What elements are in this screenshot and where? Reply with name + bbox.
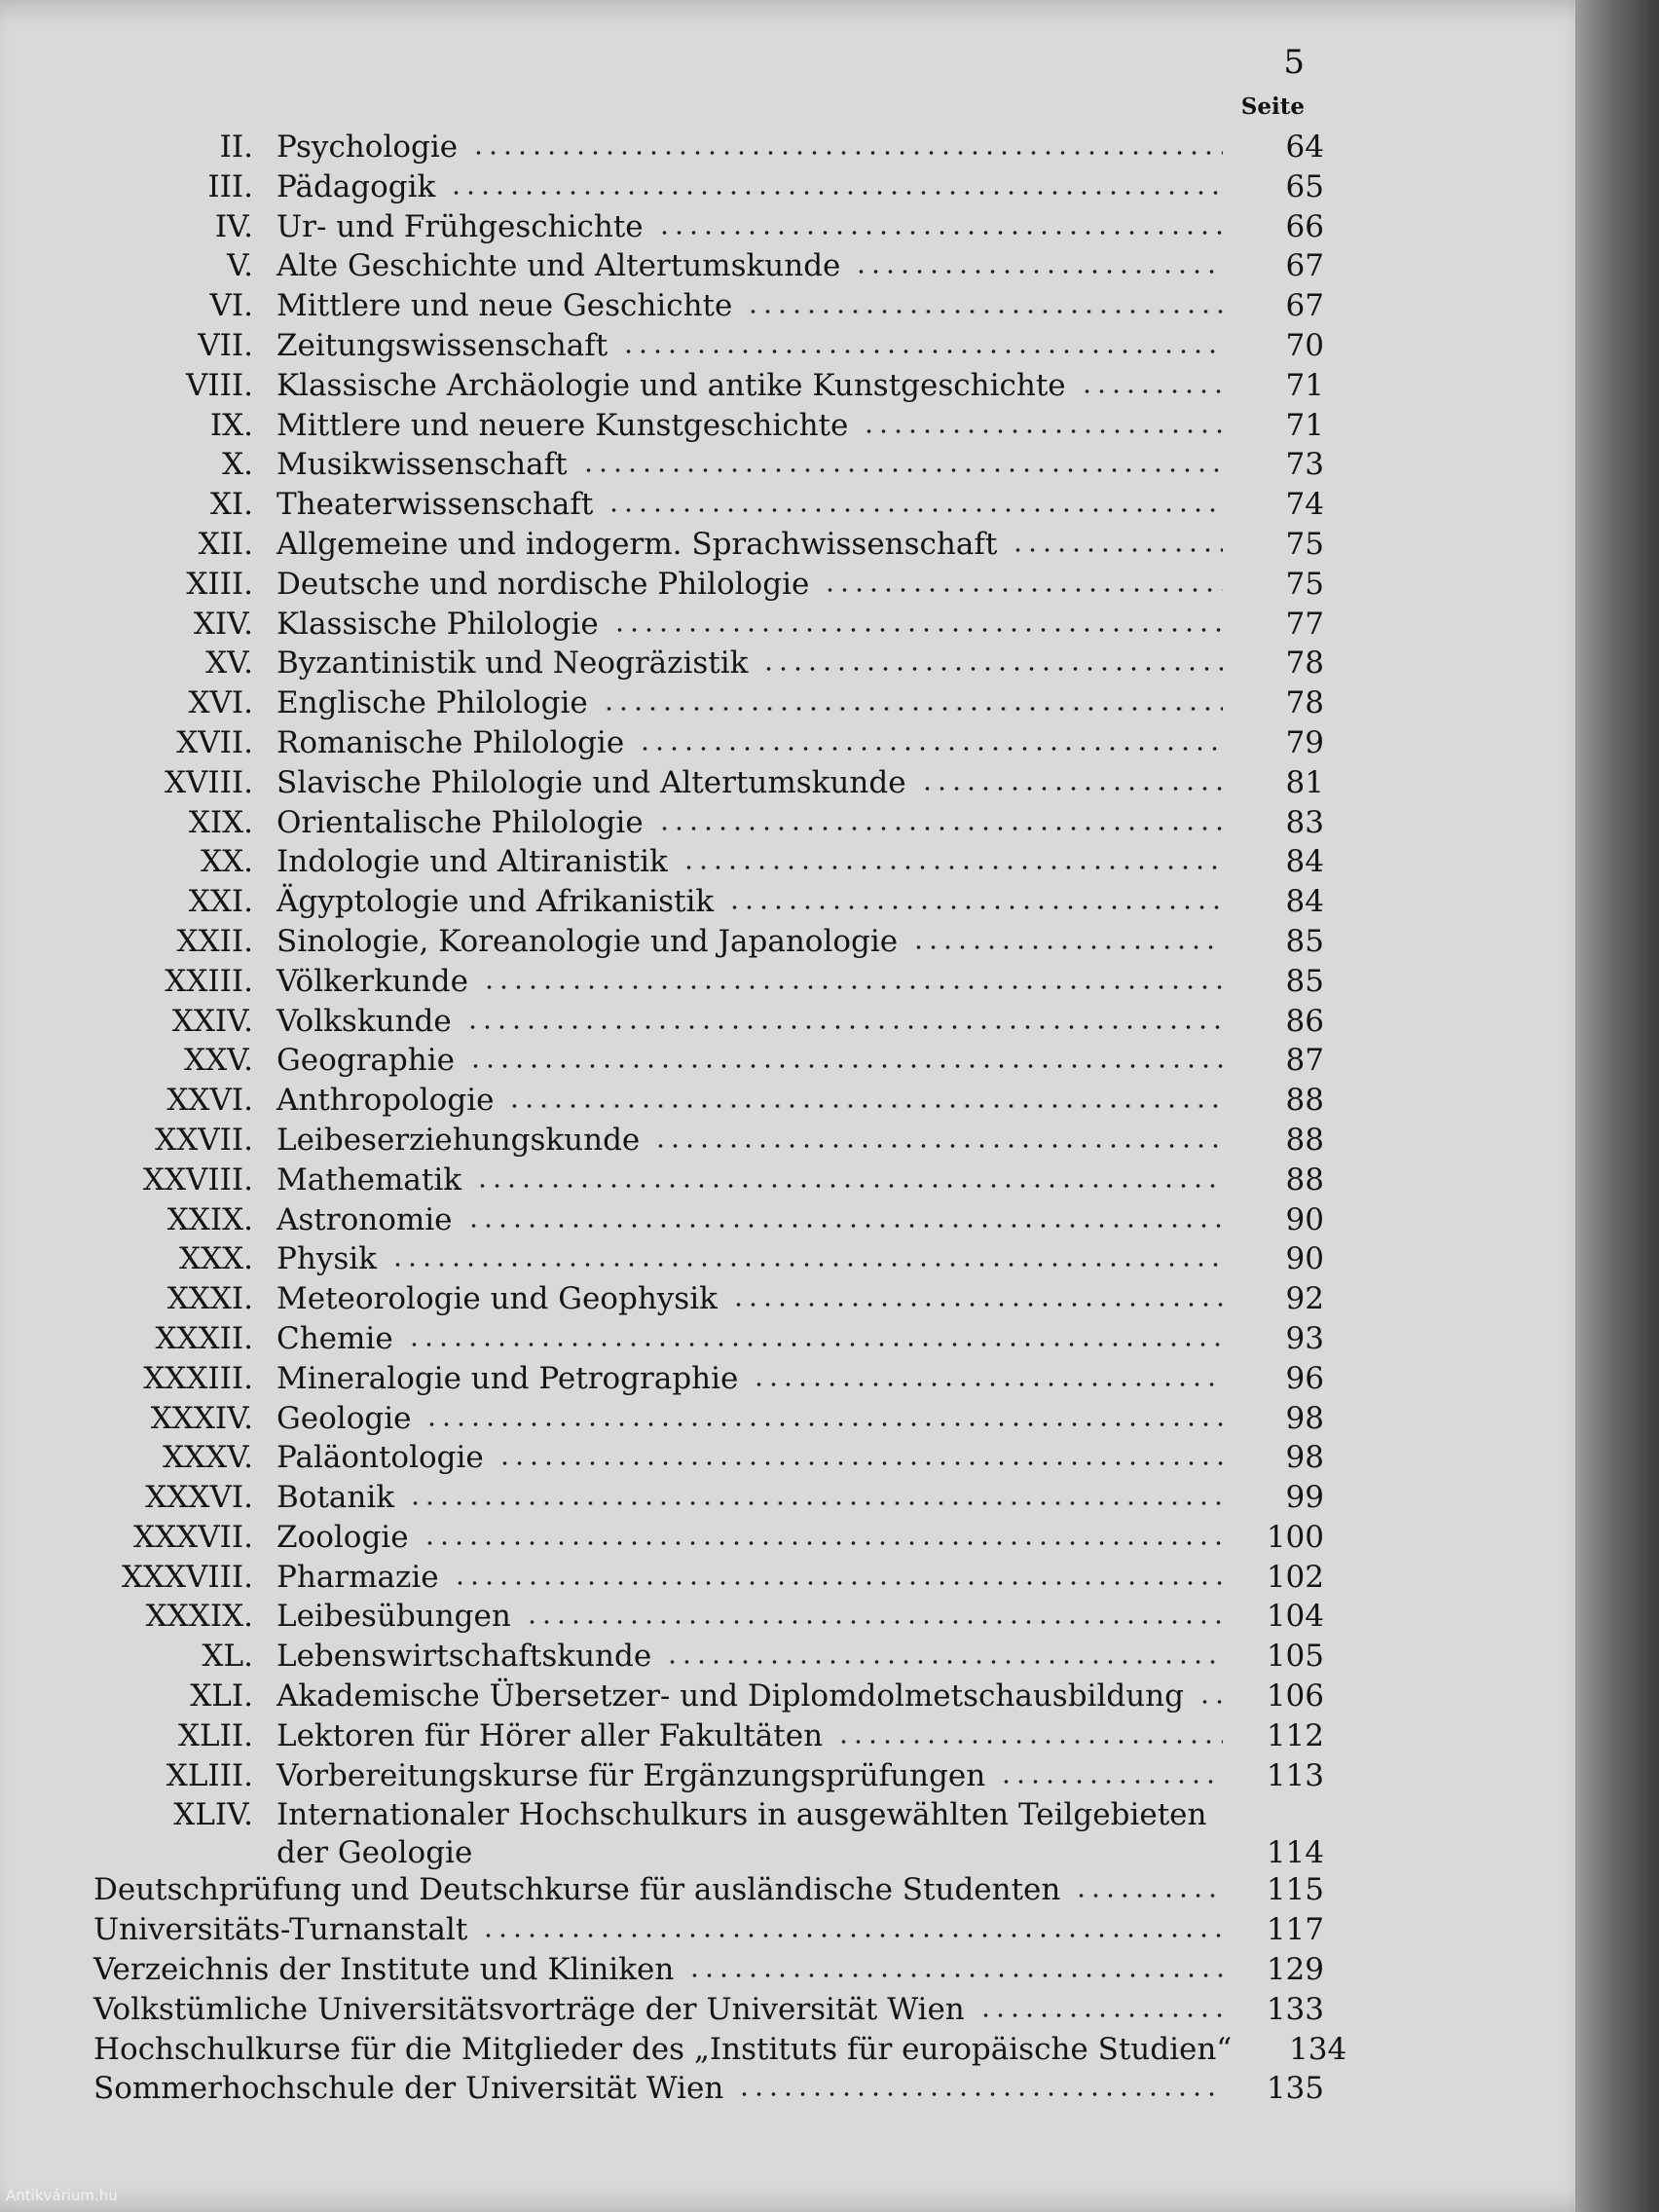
section-numeral: IX. <box>209 407 253 443</box>
page-reference: 81 <box>1285 764 1324 800</box>
page-reference: 93 <box>1285 1320 1324 1356</box>
page-reference: 74 <box>1285 487 1324 523</box>
section-numeral: XXXI. <box>166 1281 253 1317</box>
page-reference: 79 <box>1285 724 1324 760</box>
section-numeral: XLII. <box>177 1717 253 1753</box>
toc-entry-line <box>276 525 1324 564</box>
page-reference: 67 <box>1285 288 1324 324</box>
section-numeral: XVI. <box>188 685 253 721</box>
section-numeral: XXI. <box>188 884 253 920</box>
page-reference: 114 <box>1266 1835 1324 1871</box>
toc-entry-line <box>276 1677 1324 1715</box>
page-reference: 71 <box>1285 407 1324 443</box>
section-title: Mittlere und neue Geschichte <box>276 288 733 324</box>
page-reference: 92 <box>1285 1281 1324 1317</box>
section-title: Mathematik <box>276 1161 462 1198</box>
dot-leader <box>525 1620 1223 1624</box>
section-title: Indologie und Altiranistik <box>276 844 668 880</box>
section-title: Vorbereitungskurse für Ergänzungsprüfungen <box>276 1757 986 1793</box>
section-title: Lektoren für Hörer aller Fakultäten <box>276 1717 824 1753</box>
page-reference: 66 <box>1285 208 1324 244</box>
section-numeral: XVII. <box>176 724 253 760</box>
page-reference: 96 <box>1285 1360 1324 1396</box>
section-title: Theaterwissenschaft <box>276 487 594 523</box>
toc-entry <box>0 1121 1324 1161</box>
toc-entry <box>0 1716 1324 1756</box>
page-reference: 90 <box>1285 1201 1324 1237</box>
toc-entry <box>0 922 1324 962</box>
entry-title: Universitäts-Turnanstalt <box>93 1912 468 1948</box>
page-reference: 83 <box>1285 804 1324 840</box>
section-title: Volkskunde <box>276 1003 452 1039</box>
toc-entry <box>0 1518 1324 1558</box>
dot-leader <box>621 350 1223 353</box>
page-number: 5 <box>1283 43 1305 82</box>
toc-entry-line <box>276 1081 1324 1120</box>
section-numeral: XXXVII. <box>133 1519 253 1555</box>
toc-entry <box>0 1319 1324 1359</box>
section-numeral: XVIII. <box>164 764 253 800</box>
page-reference: 78 <box>1285 645 1324 682</box>
section-numeral: XXIII. <box>165 963 253 999</box>
page-reference: 115 <box>1266 1872 1324 1908</box>
section-numeral: VIII. <box>186 367 253 403</box>
toc-entry-line <box>276 207 1324 246</box>
toc-entry-line <box>276 1518 1324 1557</box>
dot-leader <box>920 787 1223 791</box>
section-numeral: XXXVIII. <box>121 1559 253 1595</box>
section-title: Ur- und Frühgeschichte <box>276 208 644 244</box>
toc-entry <box>0 445 1324 485</box>
dot-leader <box>390 1263 1223 1267</box>
toc-entry <box>0 565 1324 605</box>
watermark-text: Antikvárium.hu <box>6 2187 118 2204</box>
section-title: Leibeserziehungskunde <box>276 1122 641 1158</box>
dot-leader <box>978 2013 1223 2017</box>
section-numeral: XL. <box>202 1639 253 1675</box>
toc-entry-line <box>276 962 1324 1001</box>
toc-entry-line <box>93 1950 1324 1989</box>
page-reference: 84 <box>1285 844 1324 880</box>
page-reference: 112 <box>1266 1717 1324 1753</box>
dot-leader <box>1011 548 1223 552</box>
section-title: Musikwissenschaft <box>276 447 568 483</box>
page-reference: 75 <box>1285 526 1324 562</box>
section-title: Klassische Philologie <box>276 606 599 642</box>
page-reference: 90 <box>1285 1241 1324 1277</box>
dot-leader <box>453 1581 1223 1585</box>
dot-leader <box>475 1184 1223 1188</box>
toc-entry <box>0 644 1324 683</box>
toc-entry-line <box>276 445 1324 484</box>
dot-leader <box>612 628 1223 632</box>
section-title: Slavische Philologie und Altertumskunde <box>276 764 906 800</box>
page-reference: 99 <box>1285 1480 1324 1516</box>
section-title: Byzantinistik und Neogräzistik <box>276 645 749 682</box>
section-title: Leibesübungen <box>276 1599 511 1635</box>
section-numeral: XIII. <box>186 566 253 602</box>
section-numeral: III. <box>207 168 253 204</box>
toc-entry-line <box>276 286 1324 325</box>
toc-entry-line <box>276 1756 1324 1795</box>
page-reference: 88 <box>1285 1122 1324 1158</box>
section-title: Psychologie <box>276 129 459 165</box>
toc-entry-line <box>276 1716 1324 1755</box>
toc-entry-line <box>93 1870 1324 1909</box>
page-reference: 88 <box>1285 1083 1324 1119</box>
page-reference: 64 <box>1285 129 1324 165</box>
page-reference: 98 <box>1285 1400 1324 1436</box>
entry-title: Deutschprüfung und Deutschkurse für ausländische Studenten <box>93 1872 1061 1908</box>
toc-entry-line <box>276 1002 1324 1041</box>
section-numeral: XLIV. <box>173 1797 253 1833</box>
toc-entry-line <box>276 683 1324 722</box>
dot-leader <box>1198 1700 1223 1704</box>
section-title: Englische Philologie <box>276 685 588 721</box>
section-title: Orientalische Philologie <box>276 804 644 840</box>
dot-leader <box>1080 389 1223 393</box>
toc-entry <box>0 1910 1324 1950</box>
section-title: Romanische Philologie <box>276 724 625 760</box>
page-reference: 100 <box>1266 1519 1324 1555</box>
dot-leader <box>424 1422 1223 1426</box>
toc-entry-line <box>276 1319 1324 1358</box>
section-title: Lebenswirtschaftskunde <box>276 1639 652 1675</box>
toc-entry-line <box>93 2030 1347 2069</box>
toc-entry-line <box>276 1359 1324 1398</box>
toc-entry-continuation <box>276 1834 1324 1871</box>
section-numeral: XXIX. <box>166 1201 253 1237</box>
dot-leader <box>657 827 1223 830</box>
toc-entry <box>0 1002 1324 1042</box>
toc-entry <box>0 1399 1324 1439</box>
toc-entry <box>0 803 1324 843</box>
page-edge-shadow <box>1575 0 1659 2212</box>
toc-entry-line <box>276 167 1324 206</box>
section-numeral: VI. <box>209 288 253 324</box>
toc-entry <box>0 1795 1324 1870</box>
dot-leader <box>737 2092 1223 2096</box>
section-numeral: XLI. <box>190 1678 253 1714</box>
page-reference: 117 <box>1266 1912 1324 1948</box>
section-numeral: XII. <box>198 526 253 562</box>
dot-leader <box>471 151 1223 155</box>
dot-leader <box>482 985 1223 989</box>
section-numeral: XXXIV. <box>150 1400 253 1436</box>
toc-entry-line <box>276 366 1324 405</box>
dot-leader <box>911 945 1223 949</box>
section-numeral: II. <box>219 129 253 165</box>
page-reference: 88 <box>1285 1161 1324 1198</box>
toc-entry-line <box>276 1279 1324 1318</box>
page-reference: 129 <box>1266 1952 1324 1988</box>
section-numeral: XXX. <box>178 1241 253 1277</box>
toc-entry-line <box>276 1200 1324 1239</box>
dot-leader <box>602 707 1223 711</box>
toc-entry <box>0 1081 1324 1121</box>
section-title: Paläontologie <box>276 1440 484 1476</box>
page-reference: 78 <box>1285 685 1324 721</box>
section-numeral: XXXII. <box>155 1320 253 1356</box>
page-reference: 77 <box>1285 606 1324 642</box>
page-reference: 67 <box>1285 248 1324 284</box>
dot-leader <box>687 1973 1223 1977</box>
section-numeral: XXII. <box>176 923 253 959</box>
dot-leader <box>657 231 1223 235</box>
entry-title: Sommerhochschule der Universität Wien <box>93 2071 724 2107</box>
section-numeral: XXXVI. <box>145 1480 253 1516</box>
dot-leader <box>665 1660 1223 1664</box>
toc-entry <box>0 286 1324 326</box>
section-title: Klassische Archäologie und antike Kunstgeschichte <box>276 367 1066 403</box>
toc-entry <box>0 1558 1324 1598</box>
dot-leader <box>1074 1894 1223 1898</box>
toc-entry <box>0 1950 1324 1990</box>
page-reference: 133 <box>1266 1991 1324 2027</box>
section-numeral: XLIII. <box>166 1757 253 1793</box>
toc-entry <box>0 525 1324 565</box>
toc-entry-line <box>276 1558 1324 1597</box>
page-reference: 102 <box>1266 1559 1324 1595</box>
toc-entry-line <box>276 882 1324 921</box>
toc-entry <box>0 2030 1347 2070</box>
entry-title: Volkstümliche Universitätsvorträge der Universität Wien <box>93 1991 965 2027</box>
toc-entry <box>0 1990 1324 2030</box>
page-reference: 73 <box>1285 447 1324 483</box>
toc-entry-line <box>276 1121 1324 1160</box>
dot-leader <box>638 747 1223 751</box>
page-reference: 85 <box>1285 963 1324 999</box>
toc-entry <box>0 1279 1324 1319</box>
section-title: Botanik <box>276 1480 395 1516</box>
table-of-contents <box>0 128 1347 2109</box>
section-numeral: XXVIII. <box>142 1161 253 1198</box>
toc-entry <box>0 246 1324 286</box>
toc-entry-line <box>276 1161 1324 1199</box>
page-reference: 113 <box>1266 1757 1324 1793</box>
section-title: Völkerkunde <box>276 963 468 999</box>
toc-entry <box>0 1756 1324 1796</box>
toc-entry-line <box>276 485 1324 524</box>
section-title: Zoologie <box>276 1519 409 1555</box>
section-numeral: XXVII. <box>155 1122 253 1158</box>
section-numeral: IV. <box>214 208 253 244</box>
toc-entry-line <box>276 1597 1324 1636</box>
toc-entry-line <box>93 2069 1324 2108</box>
dot-leader <box>507 1104 1223 1108</box>
toc-entry-line <box>276 128 1324 166</box>
toc-entry-line <box>276 723 1324 762</box>
dot-leader <box>854 270 1223 274</box>
toc-entry <box>0 128 1324 167</box>
dot-leader <box>653 1144 1223 1148</box>
dot-leader <box>836 1740 1223 1744</box>
section-title: Allgemeine und indogerm. Sprachwissenschaft <box>276 526 998 562</box>
dot-leader <box>481 1934 1223 1937</box>
toc-entry <box>0 1597 1324 1637</box>
toc-entry <box>0 763 1324 803</box>
toc-entry-line <box>276 406 1324 445</box>
dot-leader <box>682 866 1223 869</box>
toc-entry <box>0 1870 1324 1910</box>
dot-leader <box>423 1541 1223 1545</box>
toc-entry <box>0 326 1324 366</box>
section-numeral: XXV. <box>184 1043 253 1079</box>
page-reference: 84 <box>1285 884 1324 920</box>
dot-leader <box>449 191 1223 195</box>
section-title: Pädagogik <box>276 168 436 204</box>
page-reference: 65 <box>1285 168 1324 204</box>
toc-entry <box>0 207 1324 247</box>
dot-leader <box>466 1224 1223 1228</box>
toc-entry <box>0 1041 1324 1081</box>
toc-entry <box>0 882 1324 922</box>
section-numeral: XXXIX. <box>145 1599 253 1635</box>
section-title: Mineralogie und Petrographie <box>276 1360 739 1396</box>
toc-entry <box>0 723 1324 763</box>
toc-entry-line <box>276 246 1324 285</box>
toc-entry <box>0 683 1324 723</box>
page-reference: 105 <box>1266 1639 1324 1675</box>
toc-entry <box>0 2069 1324 2109</box>
section-title: Pharmazie <box>276 1559 439 1595</box>
page-reference: 98 <box>1285 1440 1324 1476</box>
dot-leader <box>862 429 1223 433</box>
page-reference: 134 <box>1289 2031 1347 2067</box>
toc-entry <box>0 167 1324 207</box>
section-numeral: XIX. <box>188 804 253 840</box>
toc-entry-line <box>276 803 1324 842</box>
dot-leader <box>407 1343 1223 1346</box>
section-numeral: X. <box>222 447 253 483</box>
toc-entry <box>0 605 1324 645</box>
section-title: Mittlere und neuere Kunstgeschichte <box>276 407 849 443</box>
dot-leader <box>761 667 1223 671</box>
toc-entry-line <box>276 1438 1324 1477</box>
dot-leader <box>465 1025 1223 1029</box>
section-numeral: VII. <box>198 327 253 363</box>
page-reference: 135 <box>1266 2071 1324 2107</box>
toc-entry <box>0 1161 1324 1200</box>
section-title: Meteorologie und Geophysik <box>276 1281 718 1317</box>
toc-entry-line <box>276 644 1324 682</box>
toc-entry-line <box>276 842 1324 881</box>
page-reference: 104 <box>1266 1599 1324 1635</box>
dot-leader <box>746 310 1223 313</box>
toc-entry <box>0 1438 1324 1478</box>
toc-entry-line <box>276 763 1324 802</box>
toc-entry-line <box>93 1990 1324 2029</box>
dot-leader <box>408 1501 1223 1505</box>
toc-entry-line <box>276 922 1324 961</box>
toc-entry-line <box>276 1478 1324 1517</box>
toc-entry-line <box>276 326 1324 365</box>
toc-entry <box>0 962 1324 1002</box>
dot-leader <box>823 588 1223 592</box>
section-numeral: XXXV. <box>162 1440 253 1476</box>
dot-leader <box>468 1064 1223 1068</box>
dot-leader <box>498 1461 1223 1465</box>
section-title: Astronomie <box>276 1201 453 1237</box>
section-numeral: XIV. <box>193 606 253 642</box>
entry-title: Hochschulkurse für die Mitglieder des „Instituts für europäische Studien“ <box>93 2031 1233 2067</box>
page-reference: 75 <box>1285 566 1324 602</box>
dot-leader <box>607 508 1223 512</box>
section-title: Anthropologie <box>276 1083 495 1119</box>
section-title: Deutsche und nordische Philologie <box>276 566 810 602</box>
dot-leader <box>581 468 1223 472</box>
toc-entry-line <box>93 1910 1324 1949</box>
section-numeral: XXIV. <box>171 1003 253 1039</box>
section-title: Physik <box>276 1241 377 1277</box>
section-title: Sinologie, Koreanologie und Japanologie <box>276 923 899 959</box>
toc-entry <box>0 1677 1324 1716</box>
toc-entry-line <box>276 1399 1324 1438</box>
section-numeral: XI. <box>209 487 253 523</box>
dot-leader <box>752 1382 1223 1386</box>
toc-entry <box>0 1359 1324 1399</box>
toc-entry-line <box>276 1637 1324 1676</box>
dot-leader <box>731 1303 1223 1307</box>
section-title: Akademische Übersetzer- und Diplomdolmetschausbildung <box>276 1678 1184 1714</box>
toc-entry <box>0 1478 1324 1518</box>
section-title: Ägyptologie und Afrikanistik <box>276 884 715 920</box>
entry-title: Verzeichnis der Institute und Kliniken <box>93 1952 675 1988</box>
page-reference: 86 <box>1285 1003 1324 1039</box>
dot-leader <box>999 1780 1223 1784</box>
toc-entry <box>0 1239 1324 1279</box>
section-numeral: V. <box>227 248 253 284</box>
page-column-label: Seite <box>1240 93 1305 120</box>
page-reference: 85 <box>1285 923 1324 959</box>
section-numeral: XXVI. <box>166 1083 253 1119</box>
toc-entry-line <box>276 605 1324 644</box>
toc-entry <box>0 842 1324 882</box>
page-reference: 71 <box>1285 367 1324 403</box>
section-title: Alte Geschichte und Altertumskunde <box>276 248 841 284</box>
section-numeral: XX. <box>201 844 253 880</box>
dot-leader <box>727 905 1223 909</box>
toc-entry-line <box>276 1041 1324 1080</box>
page-reference: 70 <box>1285 327 1324 363</box>
section-title: Geologie <box>276 1400 412 1436</box>
section-title: Zeitungswissenschaft <box>276 327 608 363</box>
section-title: Geographie <box>276 1043 455 1079</box>
toc-entry-line <box>276 1795 1324 1871</box>
page-reference: 106 <box>1266 1678 1324 1714</box>
section-numeral: XXXIII. <box>143 1360 253 1396</box>
page-reference: 87 <box>1285 1043 1324 1079</box>
section-title: Internationaler Hochschulkurs in ausgewählten Teilgebieten <box>276 1797 1207 1833</box>
toc-entry <box>0 406 1324 446</box>
toc-entry <box>0 485 1324 525</box>
section-numeral: XV. <box>205 645 253 682</box>
section-title: Chemie <box>276 1320 393 1356</box>
toc-entry <box>0 366 1324 406</box>
toc-entry <box>0 1637 1324 1677</box>
toc-entry-line <box>276 565 1324 604</box>
toc-entry-line <box>276 1239 1324 1278</box>
section-title-continued: der Geologie <box>276 1835 473 1871</box>
toc-entry <box>0 1200 1324 1240</box>
